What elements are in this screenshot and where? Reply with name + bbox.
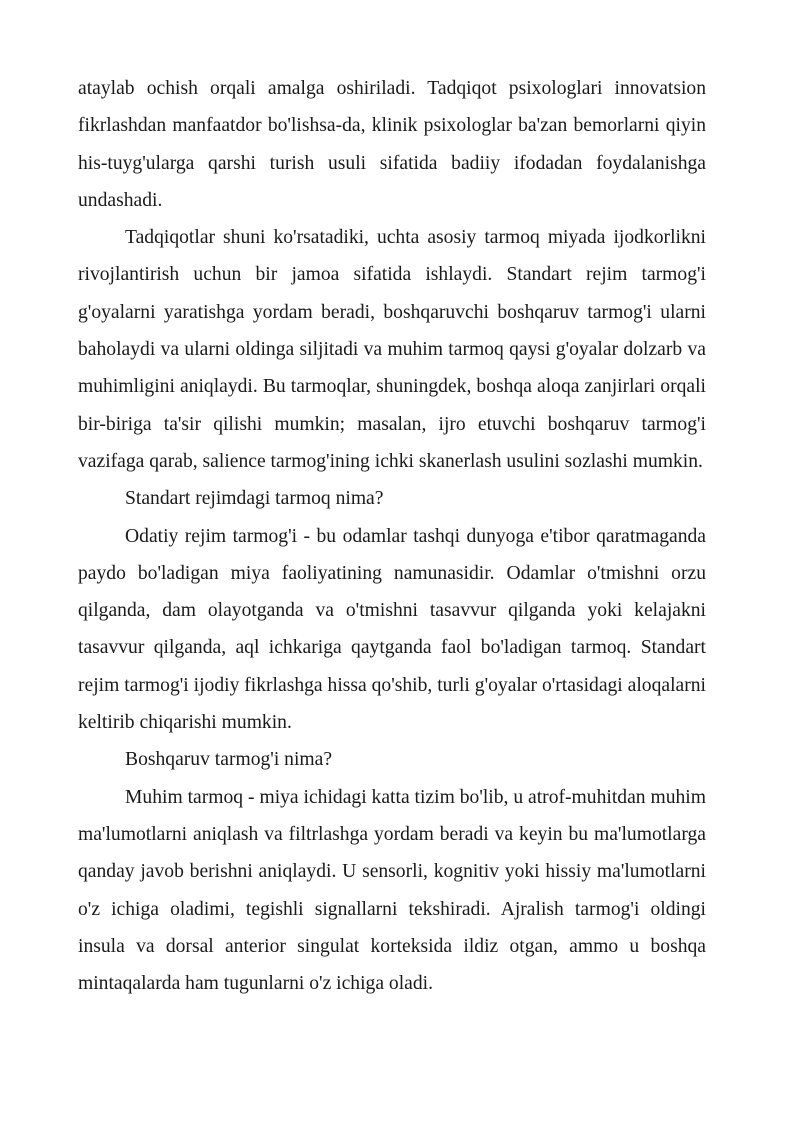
document-body <box>78 70 706 1002</box>
question-control-network: Boshqaruv tarmog'i nima? <box>125 749 333 771</box>
paragraph-continuation: ataylab ochish orqali amalga oshiriladi. Tadqiqot psixologlari innovatsion fikrlashdan manfaatdor bo'lishsa-da, klinik psixologlar ba'zan bemorlarni qiyin his-tuyg'ularga qarshi turish usuli sifatida badiiy ifodadan foydalanishga undashadi. <box>78 78 706 211</box>
paragraph-salience-network: Muhim tarmoq - miya ichidagi katta tizim bo'lib, u atrof-muhitdan muhim ma'lumotlarni aniqlash va filtrlashga yordam beradi va keyin bu ma'lumotlarga qanday javob berishni aniqlaydi. U sensorli, kognitiv yoki hissiy ma'lumotlarni o'z ichiga oladimi, tegishli signallarni tekshiradi. Ajralish tarmog'i oldingi insula va dorsal anterior singulat korteksida ildiz otgan, ammo u boshqa mintaqalarda ham tugunlarni o'z ichiga oladi. <box>78 786 706 995</box>
paragraph-default-mode-network: Odatiy rejim tarmog'i - bu odamlar tashqi dunyoga e'tibor qaratmaganda paydo bo'ladigan miya faoliyatining namunasidir. Odamlar o'tmishni orzu qilganda, dam olayotganda va o'tmishni tasavvur qilganda yoki kelajakni tasavvur qilganda, aql ichkariga qaytganda faol bo'ladigan tarmoq. Standart rejim tarmog'i ijodiy fikrlashga hissa qo'shib, turli g'oyalar o'rtasidagi aloqalarni keltirib chiqarishi mumkin. <box>78 525 706 734</box>
paragraph-three-networks: Tadqiqotlar shuni ko'rsatadiki, uchta asosiy tarmoq miyada ijodkorlikni rivojlantirish uchun bir jamoa sifatida ishlaydi. Standart rejim tarmog'i g'oyalarni yaratishga yordam beradi, boshqaruvchi boshqaruv tarmog'i ularni baholaydi va ularni oldinga siljitadi va muhim tarmoq qaysi g'oyalar dolzarb va muhimligini aniqlaydi. Bu tarmoqlar, shuningdek, boshqa aloqa zanjirlari orqali bir-biriga ta'sir qilishi mumkin; masalan, ijro etuvchi boshqaruv tarmog'i vazifaga qarab, salience tarmog'ining ichki skanerlash usulini sozlashi mumkin. <box>78 227 706 472</box>
question-default-mode-network: Standart rejimdagi tarmoq nima? <box>125 488 384 510</box>
